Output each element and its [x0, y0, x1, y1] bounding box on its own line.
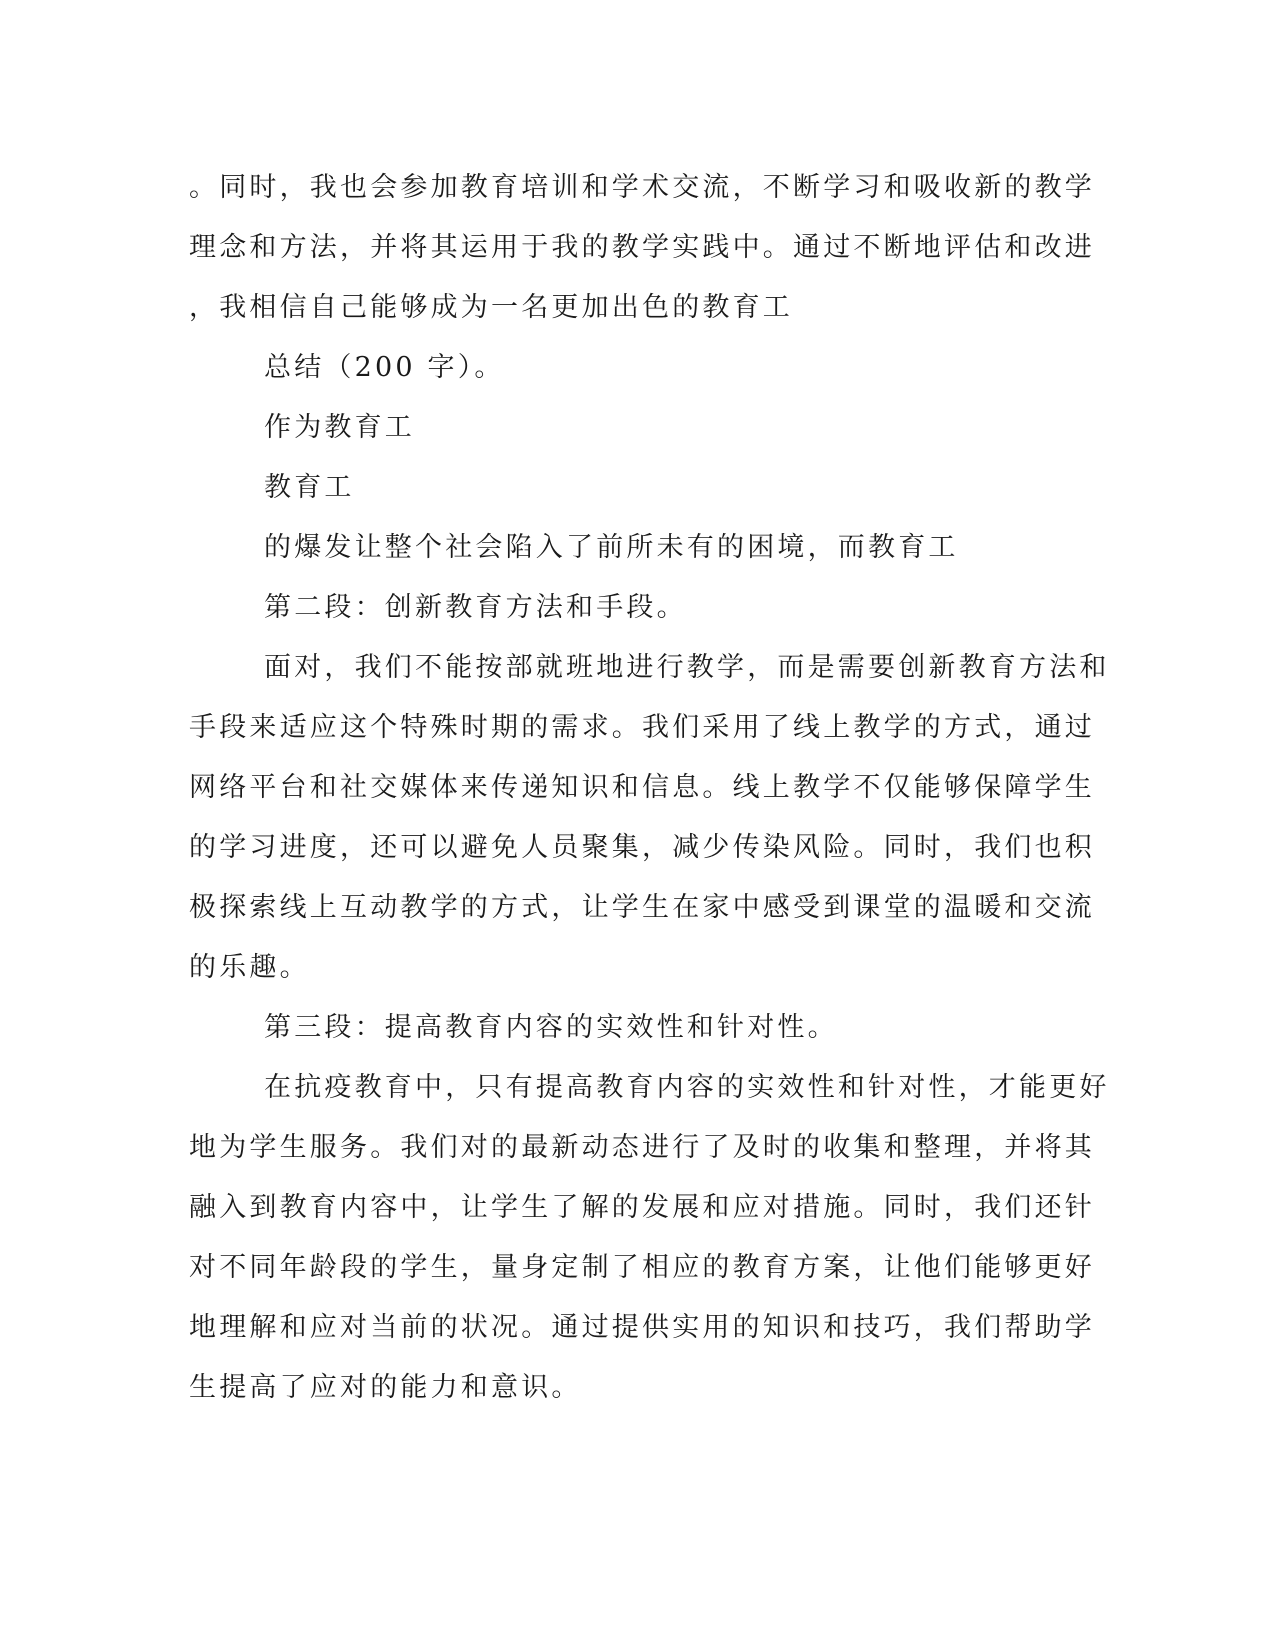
text-line: 的学习进度，还可以避免人员聚集，减少传染风险。同时，我们也积 — [189, 832, 1095, 863]
text-line: ，我相信自己能够成为一名更加出色的教育工 — [189, 292, 793, 323]
text-line: 极探索线上互动教学的方式，让学生在家中感受到课堂的温暖和交流 — [189, 892, 1095, 923]
text-line: 在抗疫教育中，只有提高教育内容的实效性和针对性，才能更好 — [264, 1072, 1110, 1103]
text-line: 融入到教育内容中，让学生了解的发展和应对措施。同时，我们还针 — [189, 1192, 1095, 1223]
text-line: 教育工 — [264, 472, 355, 503]
text-line: 。同时，我也会参加教育培训和学术交流，不断学习和吸收新的教学 — [189, 172, 1095, 203]
text-line: 网络平台和社交媒体来传递知识和信息。线上教学不仅能够保障学生 — [189, 772, 1095, 803]
text-line: 手段来适应这个特殊时期的需求。我们采用了线上教学的方式，通过 — [189, 712, 1095, 743]
section-heading: 第二段：创新教育方法和手段。 — [264, 592, 687, 623]
text-line: 对不同年龄段的学生，量身定制了相应的教育方案，让他们能够更好 — [189, 1252, 1095, 1283]
text-line: 面对，我们不能按部就班地进行教学，而是需要创新教育方法和 — [264, 652, 1110, 683]
text-line: 地理解和应对当前的状况。通过提供实用的知识和技巧，我们帮助学 — [189, 1312, 1095, 1343]
text-line: 地为学生服务。我们对的最新动态进行了及时的收集和整理，并将其 — [189, 1132, 1095, 1163]
text-line: 的爆发让整个社会陷入了前所未有的困境，而教育工 — [264, 532, 959, 563]
text-line: 理念和方法，并将其运用于我的教学实践中。通过不断地评估和改进 — [189, 232, 1095, 263]
section-heading: 第三段：提高教育内容的实效性和针对性。 — [264, 1012, 838, 1043]
text-line: 生提高了应对的能力和意识。 — [189, 1372, 582, 1403]
section-heading: 总结（200 字）。 — [264, 352, 505, 383]
text-line: 作为教育工 — [264, 412, 415, 443]
text-line: 的乐趣。 — [189, 952, 310, 983]
